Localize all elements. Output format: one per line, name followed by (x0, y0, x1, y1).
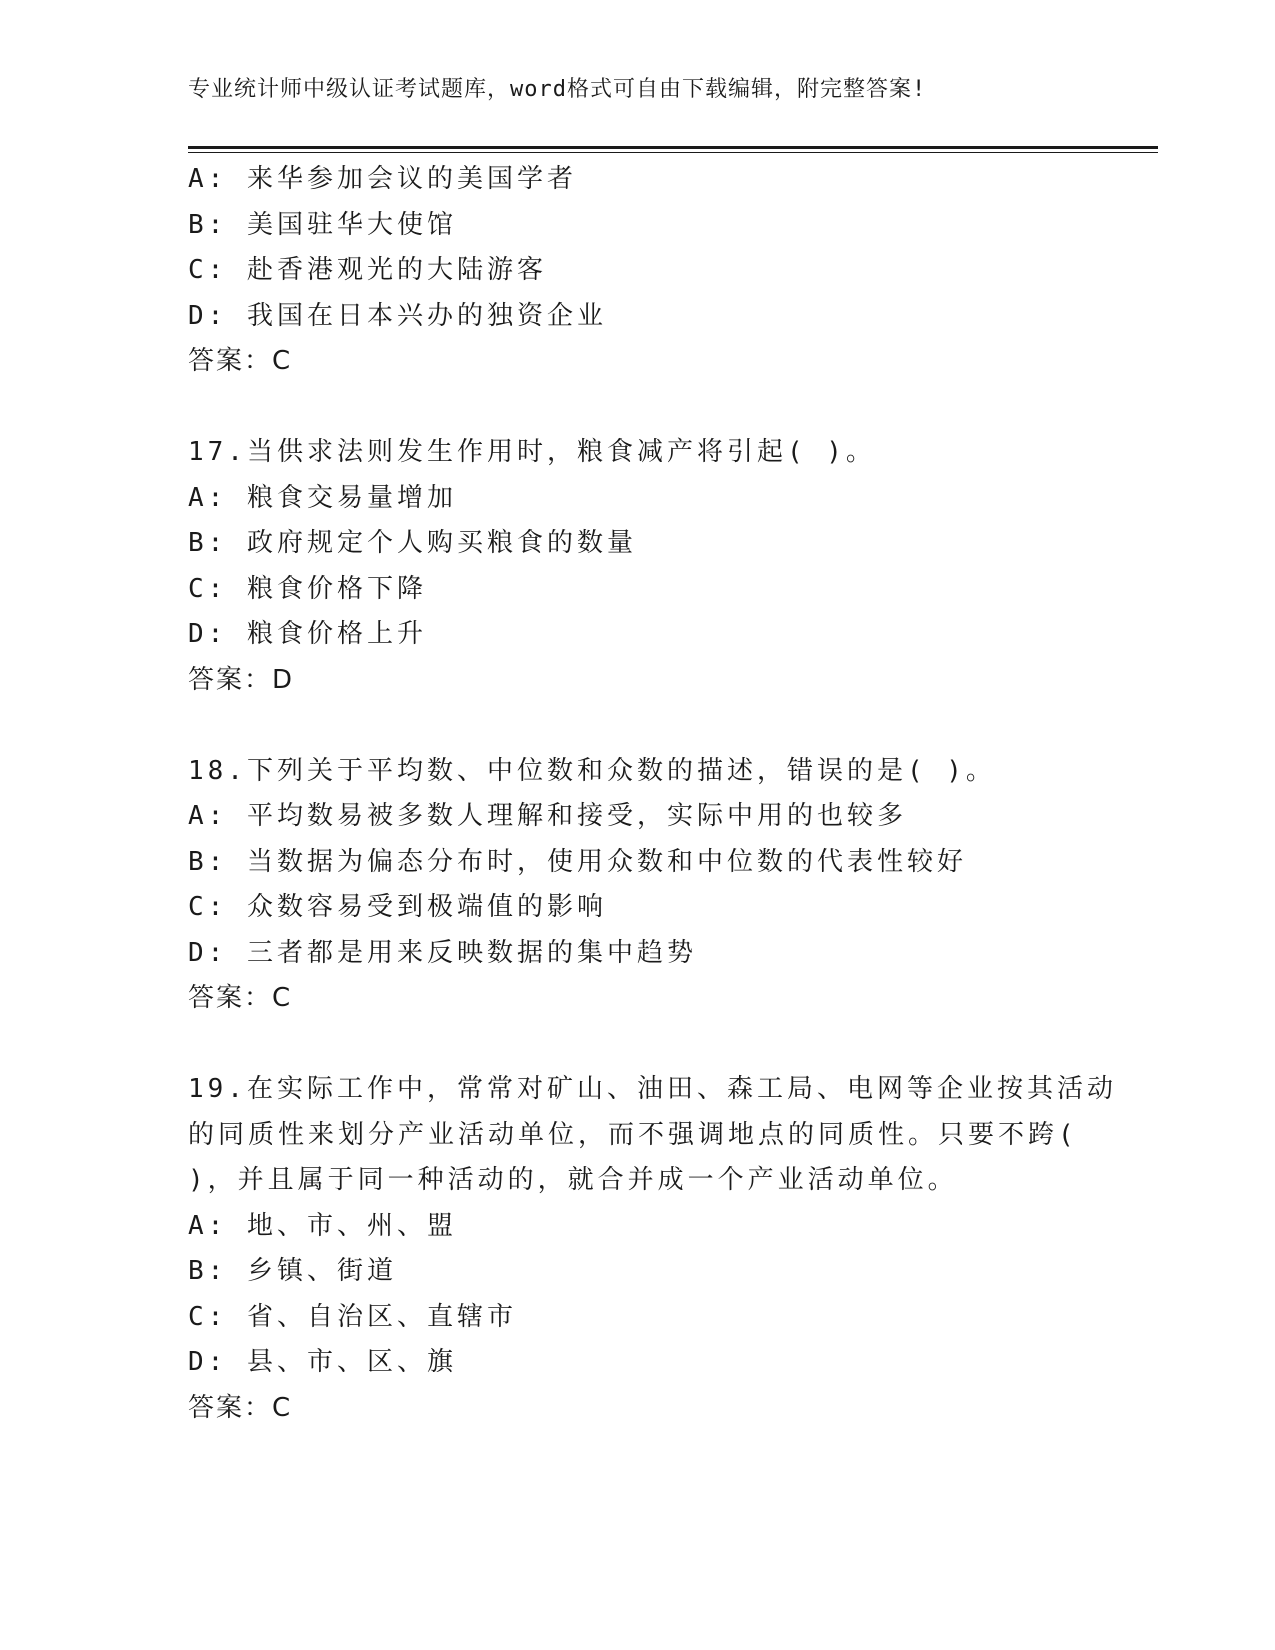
question-text: 17.当供求法则发生作用时，粮食减产将引起( )。 (188, 437, 876, 467)
document-body (188, 157, 1117, 1431)
option-d: D: 三者都是用来反映数据的集中趋势 (188, 937, 697, 968)
page-header: 专业统计师中级认证考试题库，word格式可自由下载编辑，附完整答案! (188, 77, 927, 102)
option-b: B: 当数据为偏态分布时，使用众数和中位数的代表性较好 (188, 846, 967, 877)
question-text-line-3: )，并且属于同一种活动的，就合并成一个产业活动单位。 (188, 1165, 958, 1195)
option-c: C: 众数容易受到极端值的影响 (188, 892, 607, 922)
option-b: B: 美国驻华大使馆 (188, 209, 457, 240)
question-18 (188, 749, 1088, 1022)
option-b: B: 乡镇、街道 (188, 1256, 397, 1286)
spacer (188, 385, 1088, 431)
option-b: B: 政府规定个人购买粮食的数量 (188, 528, 637, 558)
option-a: A: 地、市、州、盟 (188, 1210, 457, 1241)
spacer (188, 703, 1088, 749)
question-text-line-1: 19.在实际工作中，常常对矿山、油田、森工局、电网等企业按其活动 (188, 1074, 1117, 1104)
answer: 答案：C (188, 1392, 293, 1423)
answer: 答案：C (188, 346, 293, 376)
option-d: D: 我国在日本兴办的独资企业 (188, 300, 607, 331)
question-19 (188, 1067, 1117, 1431)
question-17 (188, 430, 1088, 703)
header-rule-thick (188, 146, 1158, 149)
answer: 答案：D (188, 664, 295, 695)
option-c: C: 省、自治区、直辖市 (188, 1301, 517, 1332)
question-16 (188, 157, 1088, 385)
option-d: D: 粮食价格上升 (188, 619, 427, 649)
spacer (188, 1022, 1088, 1068)
header-rule-thin (188, 152, 1158, 153)
option-a: A: 粮食交易量增加 (188, 482, 457, 513)
option-d: D: 县、市、区、旗 (188, 1347, 457, 1377)
option-c: C: 赴香港观光的大陆游客 (188, 255, 547, 285)
question-text: 18.下列关于平均数、中位数和众数的描述，错误的是( )。 (188, 755, 996, 786)
option-a: A: 平均数易被多数人理解和接受，实际中用的也较多 (188, 801, 907, 831)
question-text-line-2: 的同质性来划分产业活动单位，而不强调地点的同质性。只要不跨( (188, 1119, 1078, 1150)
option-a: A: 来华参加会议的美国学者 (188, 164, 577, 194)
answer: 答案：C (188, 983, 293, 1013)
option-c: C: 粮食价格下降 (188, 573, 427, 604)
